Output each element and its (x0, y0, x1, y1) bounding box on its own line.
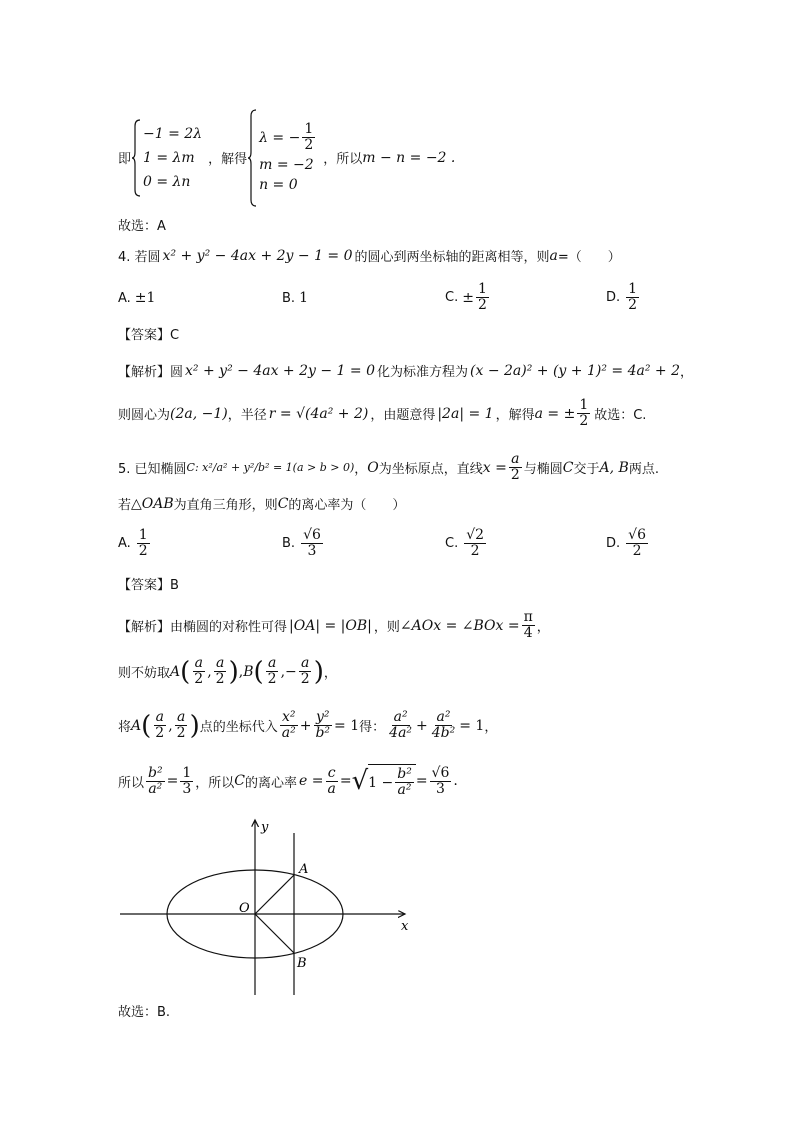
q5-analysis-line-4: 所以 $\frac{\text{b²}}{\text{a²}}$ = $\frac{1}{3}$ ，所以 C 的离心率 e = $\frac{c}{a}$ = √ 1 − $\frac{\text{b²}}{\text{a²}}$ = $\frac{√6}{3}$ . (118, 764, 458, 798)
q3-eq-1: −1 = 2λ (143, 125, 203, 142)
option-frac (626, 282, 639, 313)
option-letter: A. (118, 290, 131, 306)
q5-a3-eq1: = 1 (334, 717, 360, 734)
option-letter: D. (606, 536, 621, 551)
q4-a1-std: (x − 2a)² + (y + 1)² = 4a² + 2 (470, 362, 680, 379)
q5-l2-b: 为直角三角形，则 (173, 498, 278, 513)
q5-stem-end: 两点. (628, 462, 659, 477)
q4-stem-mid: 的圆心到两坐标轴的距离相等，则 (354, 250, 550, 265)
q4-stem-var: a (549, 247, 558, 264)
q5-a1-den: 4 (523, 625, 533, 641)
q5-a4-mid: ，所以 (195, 775, 235, 791)
frac-num: y² (315, 709, 330, 725)
q4-stem-end: =（ ） (557, 250, 621, 265)
q4-a2-sol: a = ± (534, 405, 576, 422)
frac-den: 2 (267, 671, 277, 687)
ellipse-figure (115, 815, 415, 1000)
q4-a1-b: 化为标准方程为 (377, 365, 469, 380)
q4-a2-frac (577, 398, 590, 429)
q4-a1-eq: x² + y² − 4ax + 2y − 1 = 0 (185, 362, 375, 379)
option-frac (626, 528, 648, 559)
q4-answer: 【答案】C (118, 328, 180, 343)
q5-option-c (445, 528, 488, 559)
point-a-label: A (131, 717, 142, 734)
option-value: ±1 (134, 290, 156, 306)
q4-option-b (282, 290, 308, 306)
q5-a1-angle: ∠AOx = ∠BOx = (399, 617, 520, 634)
q5-ellipse: C: x²/a² + y²/b² = 1(a > b > 0) (186, 461, 355, 474)
q5-stem-line-1 (118, 452, 659, 483)
option-num: 1 (477, 281, 487, 297)
q5-option-b (282, 528, 325, 559)
q5-c-var: C (234, 773, 245, 789)
q5-a4-root: 1 − (368, 774, 394, 791)
q5-stem-start: 5. 已知椭圆 (118, 462, 187, 477)
q5-stem-mid2: 为坐标原点，直线 (378, 462, 483, 477)
option-sign: ± (462, 289, 474, 306)
frac-num: x² (281, 709, 296, 725)
frac-den: a² (397, 782, 412, 798)
q4-analysis-line-2 (118, 398, 646, 429)
frac-den: 2 (215, 671, 225, 687)
frac-num: a² (436, 709, 451, 725)
q3-lambda-num: 1 (304, 121, 314, 137)
left-brace-icon (131, 118, 141, 198)
q3-system-2 (259, 122, 317, 193)
q5-a1-frac (522, 610, 535, 641)
q5-a3-get: 得： (359, 720, 386, 735)
q3-eq-2: 1 = λm (143, 149, 195, 166)
q5-a3-end: ， (484, 720, 498, 735)
origin-label: O (239, 901, 250, 916)
frac-den: 4a² (389, 725, 413, 741)
frac-den: 3 (436, 780, 445, 797)
neg-sign: − (285, 663, 297, 680)
q3-system-1 (143, 126, 202, 190)
q3-suffix: ，所以 (323, 152, 363, 167)
frac-num: a² (393, 709, 408, 725)
frac-den: a (327, 780, 336, 797)
option-den: 2 (470, 543, 480, 559)
q4-option-a (118, 290, 155, 306)
q5-line-lhs: x = (482, 459, 507, 476)
option-den: 2 (632, 543, 642, 559)
q5-origin: O (367, 459, 379, 476)
x-axis-label: x (401, 919, 409, 934)
q4-a2-center: (2a, −1) (170, 405, 228, 422)
analysis-label: 【解析】 (118, 365, 171, 380)
q5-option-d (606, 528, 650, 559)
q5-a4-text: 所以 (118, 775, 145, 791)
q4-option-c (445, 282, 491, 313)
frac-den: 2 (194, 671, 204, 687)
q3-result: m − n = −2 . (362, 149, 456, 166)
frac-num: a (155, 709, 164, 725)
option-letter: B. (282, 290, 296, 306)
q3-conclusion: 故选：A (118, 219, 166, 234)
y-axis-label: y (261, 820, 269, 835)
q4-a2-b: ，半径 (227, 408, 267, 423)
q4-analysis-line-1 (118, 361, 693, 380)
option-den: 3 (307, 543, 317, 559)
q5-a3-mid: 点的坐标代入 (199, 720, 278, 735)
option-value: 1 (299, 290, 308, 306)
frac-den: 3 (182, 780, 192, 797)
q4-a2-c: ，由题意得 (370, 408, 436, 423)
option-frac (137, 528, 150, 559)
left-brace-icon (247, 108, 257, 208)
q5-c-var: C (562, 459, 574, 476)
option-num: √2 (466, 527, 485, 543)
q5-a1-abs: |OA| = |OB| (289, 617, 372, 634)
q5-a1-then: ，则 (373, 620, 400, 635)
option-letter: A. (118, 536, 131, 551)
option-frac (476, 282, 489, 313)
point-a-label: A (170, 663, 181, 680)
q5-analysis-line-1 (118, 610, 550, 641)
option-letter: B. (282, 536, 296, 551)
q3-lambda-line (259, 122, 317, 153)
q4-a2-den: 2 (579, 413, 589, 429)
option-den: 2 (628, 297, 638, 313)
q4-a2-num: 1 (579, 397, 589, 413)
q5-l2-c: 的离心率为（ ） (288, 498, 406, 513)
option-frac (301, 528, 323, 559)
q3-m-line: m = −2 (259, 157, 314, 173)
q3-prefix: 即 (118, 152, 132, 167)
frac-num: b² (397, 766, 412, 782)
option-den: 2 (477, 297, 487, 313)
q5-a4-ecc: 的离心率 (244, 775, 297, 791)
q4-stem (118, 246, 621, 265)
frac-num: a (215, 655, 225, 671)
option-letter: C. (445, 536, 459, 551)
q5-a1-text: 由椭圆的对称性可得 (170, 620, 288, 635)
q5-a1-num: π (523, 609, 533, 625)
q4-option-d (606, 282, 641, 313)
q5-stem-mid4: 交于 (573, 462, 600, 477)
q4-a1-c: ， (679, 365, 693, 380)
q5-analysis-line-3: 将 A ( $\frac{a}{2}$ , $\frac{a}{2}$ ) 点的坐标代入 $\frac{\text{x²}}{\text{a²}}$ + $\frac{\text{y²}}{\text{b²}}$ = 1 得： $\frac{\text{a²}}{\text{4a²}}$ + $\frac{\text{a²}}{\text{4b²}}$ = 1 ， (118, 709, 498, 741)
q3-mid: ，解得 (208, 152, 248, 167)
frac-den: 4b² (431, 725, 456, 741)
segment-ob (255, 914, 294, 953)
q5-ab-pts: A, B (599, 459, 629, 476)
point-b-label: B (243, 663, 254, 680)
q4-equation: x² + y² − 4ax + 2y − 1 = 0 (162, 247, 353, 264)
frac-den: a² (281, 725, 296, 741)
option-den: 2 (138, 543, 148, 559)
q3-lambda-lhs: λ = − (259, 129, 301, 146)
frac-num: a (267, 655, 277, 671)
option-num: √6 (628, 527, 646, 543)
q4-a1-a: 圆 (170, 365, 184, 380)
q5-option-a (118, 528, 152, 559)
q5-c-var: C (277, 495, 289, 512)
q5-analysis-line-2: 则不妨取 A ( $\frac{a}{2}$ , $\frac{a}{2}$ ) , B ( $\frac{a}{2}$ , − $\frac{a}{2}$ ) ， (118, 655, 337, 687)
frac-num: c (327, 764, 336, 781)
point-b-label: B (297, 956, 307, 971)
q5-a2-text: 则不妨取 (118, 666, 171, 681)
q3-eq-3: 0 = λn (143, 173, 191, 190)
q5-line-den: 2 (510, 467, 520, 483)
frac-num: b² (148, 764, 163, 781)
frac-num: a (301, 655, 310, 671)
q4-a2-abs: |2a| = 1 (437, 405, 494, 422)
q4-stem-start: 4. 若圆 (118, 250, 161, 265)
q3-n-line: n = 0 (259, 177, 298, 193)
q3-lambda-frac (302, 122, 315, 153)
q5-answer: 【答案】B (118, 578, 179, 593)
q5-conclusion: 故选：B. (118, 1005, 171, 1020)
frac-num: √6 (431, 764, 450, 781)
q5-stem-line-2 (118, 494, 405, 513)
frac-den: 2 (155, 725, 165, 741)
option-num: √6 (303, 527, 321, 543)
q5-line-frac (509, 452, 522, 483)
q5-a4-e: e = (299, 773, 324, 789)
analysis-label: 【解析】 (118, 620, 171, 635)
q5-stem-mid3: 与椭圆 (523, 462, 563, 477)
frac-den: 2 (300, 671, 310, 687)
segment-oa (255, 875, 294, 914)
option-letter: D. (606, 290, 621, 305)
frac-den: 2 (176, 725, 186, 741)
q4-a2-r: r = √(4a² + 2) (268, 405, 369, 422)
q5-a4-end: . (453, 773, 458, 789)
q5-line-num: a (511, 451, 520, 467)
option-frac (464, 528, 486, 559)
q5-stem-mid1: ， (354, 462, 368, 477)
sqrt-body (368, 764, 416, 798)
option-num: 1 (138, 527, 148, 543)
q3-solution-line (118, 110, 455, 205)
q4-a2-e: 故选：C. (594, 408, 647, 423)
option-num: 1 (628, 281, 638, 297)
frac-num: a (194, 655, 203, 671)
q5-triangle: △OAB (131, 495, 174, 512)
q5-a3-text: 将 (118, 720, 132, 735)
option-letter: C. (445, 290, 459, 305)
frac-den: b² (315, 725, 331, 741)
q5-a1-end: ， (536, 620, 550, 635)
q4-a2-a: 则圆心为 (118, 408, 171, 423)
point-a-label: A (299, 862, 309, 877)
q3-lambda-den: 2 (304, 137, 314, 153)
q5-l2-a: 若 (118, 498, 132, 513)
frac-den: a² (148, 780, 163, 797)
q5-a3-eq1: = 1 (459, 717, 485, 734)
frac-num: 1 (182, 764, 192, 781)
q4-a2-d: ，解得 (495, 408, 535, 423)
frac-num: a (176, 709, 186, 725)
